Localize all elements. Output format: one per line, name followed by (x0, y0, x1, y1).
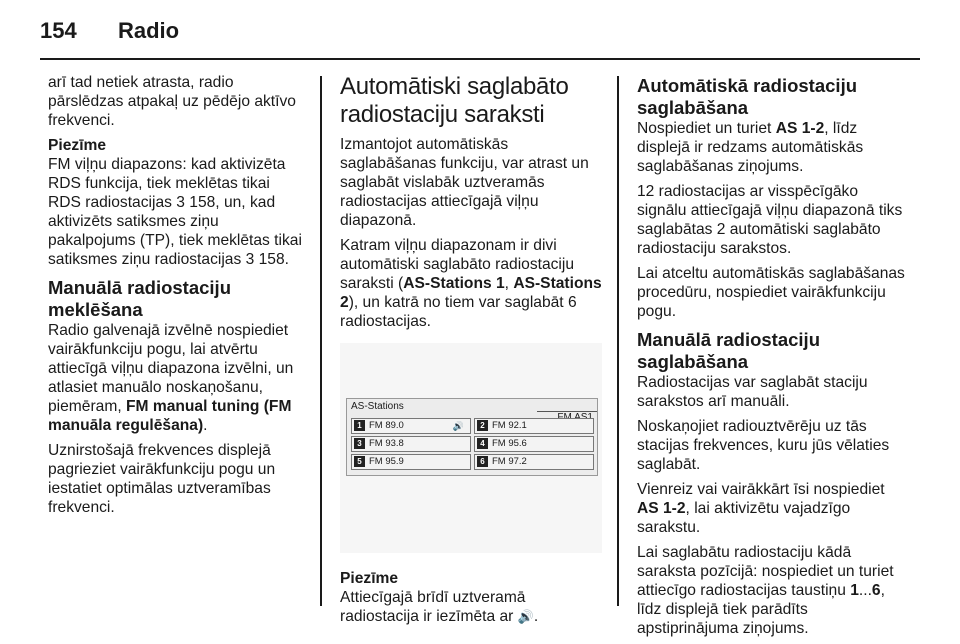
column-3 (637, 73, 907, 644)
paragraph: Noskaņojiet radiouztvērēju uz tās stacijas frekvences, kuru jūs vēlaties saglabāt. (637, 418, 890, 473)
station-slot: 4 FM 95.6 (474, 436, 594, 452)
note-title: Piezīme (48, 137, 107, 154)
station-slot: 5 FM 95.9 (351, 454, 471, 470)
paragraph: Izmantojot automātiskās saglabāšanas funkciju, var atrast un saglabāt vislabāk uztveramās radiostacijas attiecīgajā viļņu diapazonā. (340, 136, 589, 229)
paragraph: Lai saglabātu radiostaciju kādā saraksta pozīcijā: nospiediet un turiet attiecīgo radiostacijas taustiņu 1...6, līdz displejā tiek parādīts apstiprinājuma ziņojums. (637, 544, 894, 637)
paragraph: Katram viļņu diapazonam ir divi automātiski saglabāto radiostaciju saraksti (AS-Stations 1, AS-Stations 2), un katrā no tiem var saglabāt 6 radiostacijas. (340, 237, 602, 330)
paragraph: Lai atceltu automātiskās saglabāšanas procedūru, nospiediet vairākfunkciju pogu. (637, 265, 905, 320)
screen-title: AS-Stations (351, 401, 404, 412)
paragraph: Nospiediet un turiet AS 1-2, līdz displejā ir redzams automātiskās saglabāšanas ziņojums. (637, 120, 864, 175)
heading-manual-search: Manuālā radiostaciju meklēšana (48, 277, 231, 320)
paragraph: Uznirstošajā frekvences displejā pagrieziet vairākfunkciju pogu un iestatiet optimālas uztveramības frekvenci. (48, 442, 276, 516)
paragraph: Radio galvenajā izvēlnē nospiediet vairākfunkciju pogu, lai atvērtu attiecīgā viļņu diapazona izvēlni, un atlasiet manuālo noskaņošanu, piemēram, FM manual tuning (FM manuāla regulēšana). (48, 322, 294, 434)
heading-auto-lists: Automātiski saglabāto radiostaciju saraksti (340, 73, 569, 128)
paragraph: 12 radiostacijas ar visspēcīgāko signālu attiecīgajā viļņu diapazonā tiks saglabātas 2 automātiski saglabāto radiostaciju sarakstos. (637, 183, 903, 257)
as-stations-screen (346, 398, 598, 476)
station-slot: 2 FM 92.1 (474, 418, 594, 434)
station-slot: 3 FM 93.8 (351, 436, 471, 452)
paragraph: arī tad netiek atrasta, radio pārslēdzas atpakaļ uz pēdējo aktīvo frekvenci. (48, 74, 296, 129)
column-1 (48, 73, 306, 523)
display-figure (340, 343, 602, 553)
paragraph: Radiostacijas var saglabāt staciju sarakstos arī manuāli. (637, 374, 868, 410)
station-slot: 1 FM 89.0 🔊 (351, 418, 471, 434)
page-reference[interactable]: 3 158 (245, 251, 285, 268)
page-header (40, 18, 179, 44)
section-title: Radio (118, 18, 180, 43)
note-title: Piezīme (340, 570, 399, 587)
speaker-icon: 🔊 (517, 609, 534, 624)
heading-auto-save: Automātiskā radiostaciju saglabāšana (637, 75, 858, 118)
speaker-icon: 🔊 (452, 421, 464, 431)
header-rule (40, 58, 920, 60)
note-text: Attiecīgajā brīdī uztveramā radiostacija ir iezīmēta ar 🔊. (340, 589, 539, 625)
paragraph: Vienreiz vai vairākkārt īsi nospiediet AS 1-2, lai aktivizētu vajadzīgo sarakstu. (637, 481, 885, 536)
station-slot: 6 FM 97.2 (474, 454, 594, 470)
column-divider (320, 76, 322, 606)
page-number: 154 (40, 18, 77, 43)
note-text: FM viļņu diapazons: kad aktivizēta RDS funkcija, tiek meklētas tikai RDS radiostacijas 3 158, un, kad aktivizēts satiksmes ziņu pakalpojums (TP), tiek meklētas tikai satiksmes ziņu radiostacijas 3 158. (48, 156, 302, 268)
heading-manual-save: Manuālā radiostaciju saglabāšana (637, 329, 820, 372)
column-divider (617, 76, 619, 606)
column-2 (340, 73, 602, 632)
page-reference[interactable]: 3 158 (176, 194, 216, 211)
